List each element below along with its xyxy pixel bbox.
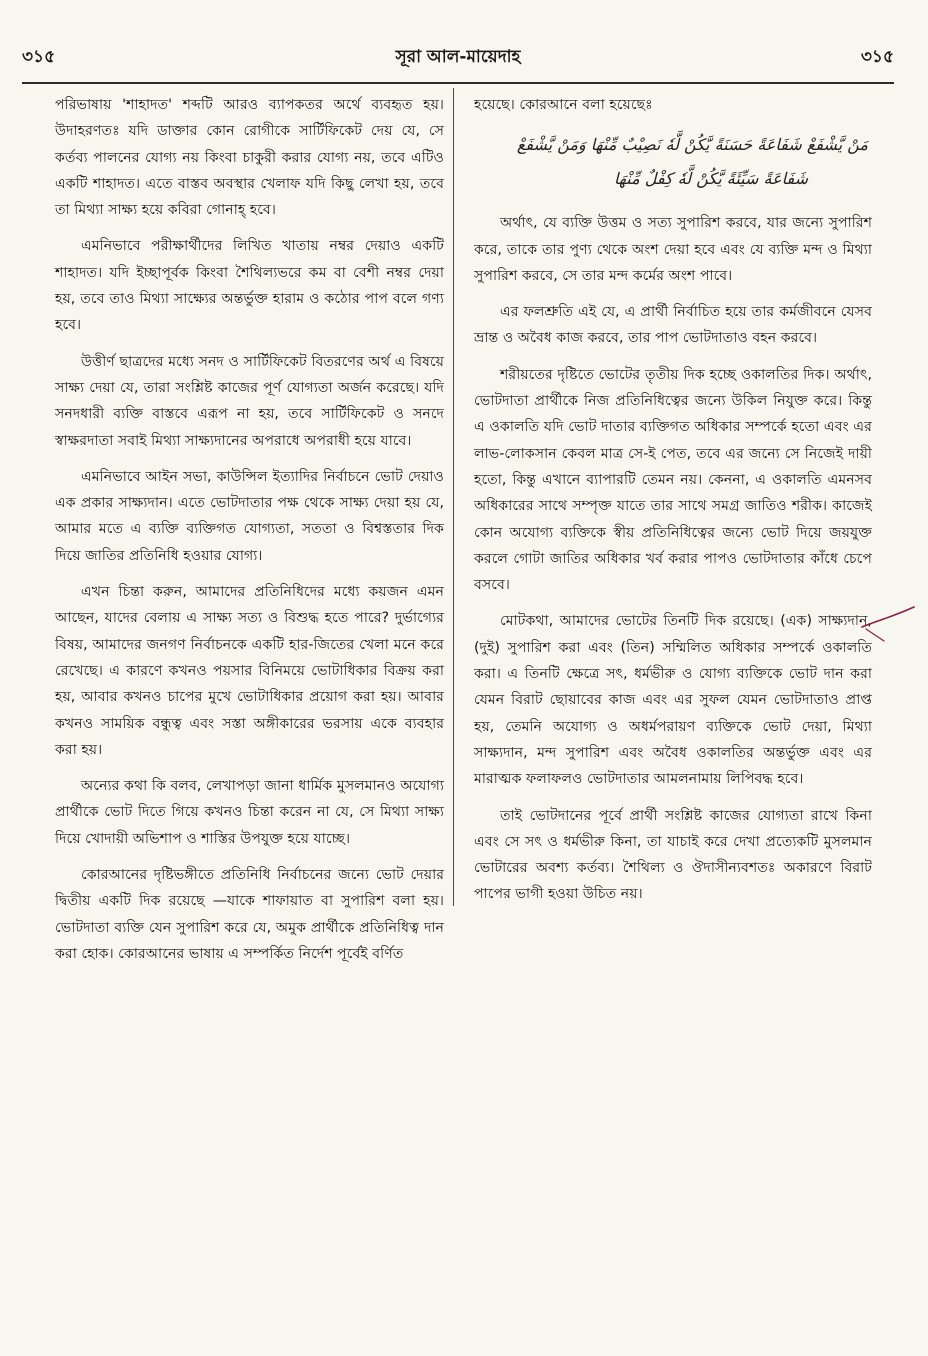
header-rule xyxy=(22,82,894,84)
paragraph: শরীয়তের দৃষ্টিতে ভোটের তৃতীয় দিক হচ্ছে ওকালতির দিক। অর্থাৎ, ভোটদাতা প্রার্থীকে নিজ প্রতিনিধিত্বের জন্যে উকিল নিযুক্ত করে। কিন্তু এ ওকালতি যদি ভোট দাতার ব্যক্তিগত অধিকার সম্পর্কে হতো এবং এর লাভ-লোকসান কেবল মাত্র সে-ই পেত, তবে এর জন্যে সে নিজেই দায়ী হতো, কিন্তু এখানে ব্যাপারটি তেমন নয়। কেননা, এ ওকালতি এমনসব অধিকারের সাথে সম্পৃক্ত যাতে তার সাথে সমগ্র জাতিও শরীক। কাজেই কোন অযোগ্য ব্যক্তিকে স্বীয় প্রতিনিধিত্বের জন্যে ভোট দিয়ে জয়যুক্ত করলে গোটা জাতির অধিকার খর্ব করার পাপও ভোটদাতার কাঁধে চেপে বসবে। xyxy=(474,366,872,594)
column-divider xyxy=(453,88,454,906)
pen-mark xyxy=(858,603,918,643)
paragraph: তাই ভোটদানের পূর্বে প্রার্থী সংশ্লিষ্ট কাজের যোগ্যতা রাখে কিনা এবং সে সৎ ও ধর্মভীরু কিনা, তা যাচাই করে দেখা প্রত্যেকটি মুসলমান ভোটারের অবশ্য কর্তব্য। শৈথিল্য ও ঔদাসীন্যবশতঃ অকারণে বিরাট পাপের ভাগী হওয়া উচিত নয়। xyxy=(474,807,872,903)
right-column xyxy=(474,92,872,918)
paragraph: এখন চিন্তা করুন, আমাদের প্রতিনিধিদের মধ্যে কয়জন এমন আছেন, যাদের বেলায় এ সাক্ষ্য সত্য ও বিশুদ্ধ হতে পারে? দুর্ভাগ্যের বিষয়, আমাদের জনগণ নির্বাচনকে একটি হার-জিতের খেলা মনে করে রেখেছে। এ কারণে কখনও পয়সার বিনিময়ে ভোটাধিকার বিক্রয় করা হয়, আবার কখনও চাপের মুখে ভোটাধিকার প্রয়োগ করা হয়। আবার কখনও সাময়িক বন্ধুত্ব এবং সস্তা অঙ্গীকারের ভরসায় একে ব্যবহার করা হয়। xyxy=(55,584,444,758)
paragraph: এমনিভাবে পরীক্ষার্থীদের লিখিত খাতায় নম্বর দেয়াও একটি শাহাদত। যদি ইচ্ছাপূর্বক কিংবা শৈথিল্যভরে কম বা বেশী নম্বর দেয়া হয়, তবে তাও মিথ্যা সাক্ষ্যের অন্তর্ভুক্ত হারাম ও কঠোর পাপ বলে গণ্য হবে। xyxy=(55,238,444,334)
verse-line: مَنْ يَّشْفَعْ شَفَاعَةً حَسَنَةً يَّكُنْ لَّهٗ نَصِيْبٌ مِّنْهَا وَمَنْ يَّشْفَعْ xyxy=(516,135,868,155)
paragraph: মোটকথা, আমাদের ভোটের তিনটি দিক রয়েছে। (এক) সাক্ষ্যদান, (দুই) সুপারিশ করা এবং (তিন) সম্মিলিত অধিকার সম্পর্কে ওকালতি করা। এ তিনটি ক্ষেত্রে সৎ, ধর্মভীরু ও যোগ্য ব্যক্তিকে ভোট দান করা যেমন বিরাট ছোয়াবের কাজ এবং এর সুফল যেমন ভোটদাতাও প্রাপ্ত হয়, তেমনি অযোগ্য ও অধর্মপরায়ণ ব্যক্তিকে ভোট দেয়া, মিথ্যা সাক্ষ্যদান, মন্দ সুপারিশ এবং অবৈধ ওকালতির অন্তর্ভুক্ত এবং এর মারাত্মক ফলাফলও ভোটদাতার আমলনামায় লিপিবদ্ধ হবে। xyxy=(474,613,872,788)
paragraph: কোরআনের দৃষ্টিভঙ্গীতে প্রতিনিধি নির্বাচনের জন্যে ভোট দেয়ার দ্বিতীয় একটি দিক রয়েছে —যাকে শাফায়াত বা সুপারিশ বলা হয়। ভোটদাতা ব্যক্তি যেন সুপারিশ করে যে, অমুক প্রার্থীকে প্রতিনিধিত্ব দান করা হোক। কোরআনের ভাষায় এ সম্পর্কিত নির্দেশ পূর্বেই বর্ণিত xyxy=(55,867,444,962)
paragraph: হয়েছে। কোরআনে বলা হয়েছেঃ xyxy=(474,97,653,113)
paragraph: এমনিভাবে আইন সভা, কাউন্সিল ইত্যাদির নির্বাচনে ভোট দেয়াও এক প্রকার সাক্ষ্যদান। এতে ভোটদাতার পক্ষ থেকে সাক্ষ্য দেয়া হয় যে, আমার মতে এ ব্যক্তি ব্যক্তিগত যোগ্যতা, সততা ও বিশ্বস্ততার দিক দিয়ে জাতির প্রতিনিধি হওয়ার যোগ্য। xyxy=(55,468,444,564)
page-header xyxy=(22,40,894,76)
paragraph: অর্থাৎ, যে ব্যক্তি উত্তম ও সত্য সুপারিশ করবে, যার জন্যে সুপারিশ করে, তাকে তার পুণ্য থেকে অংশ দেয়া হবে এবং যে ব্যক্তি মন্দ ও মিথ্যা সুপারিশ করবে, সে তার মন্দ কর্মের অংশ পাবে। xyxy=(474,215,872,284)
paragraph: উত্তীর্ণ ছাত্রদের মধ্যে সনদ ও সার্টিফিকেট বিতরণের অর্থ এ বিষয়ে সাক্ষ্য দেয়া যে, তারা সংশ্লিষ্ট কাজের পূর্ণ যোগ্যতা অর্জন করেছে। যদি সনদধারী ব্যক্তি বাস্তবে এরূপ না হয়, তবে সার্টিফিকেট ও সনদে স্বাক্ষরদাতা সবাই মিথ্যা সাক্ষ্যদানের অপরাধে অপরাধী হয়ে যাবে। xyxy=(55,353,444,449)
verse-line: شَفَاعَةً سَيِّئَةً يَّكُنْ لَّهٗ كِفْلٌ مِّنْهَا xyxy=(614,169,808,189)
paragraph: অন্যের কথা কি বলব, লেখাপড়া জানা ধার্মিক মুসলমানও অযোগ্য প্রার্থীকে ভোট দিতে গিয়ে কখনও চিন্তা করেন না যে, সে মিথ্যা সাক্ষ্য দিয়ে খোদায়ী অভিশাপ ও শাস্তির উপযুক্ত হয়ে যাচ্ছে। xyxy=(55,778,444,847)
left-page-number: ৩১৫ xyxy=(22,47,56,67)
right-page-number: ৩১৫ xyxy=(860,47,894,67)
paragraph: এর ফলশ্রুতি এই যে, এ প্রার্থী নির্বাচিত হয়ে তার কর্মজীবনে যেসব ভ্রান্ত ও অবৈধ কাজ করবে, তার পাপ ভোটদাতাও বহন করবে। xyxy=(474,304,872,347)
surah-title: সূরা আল-মায়েদাহ xyxy=(395,47,521,67)
quran-verse xyxy=(474,128,868,196)
paragraph: পরিভাষায় 'শাহাদত' শব্দটি আরও ব্যাপকতর অর্থে ব্যবহৃত হয়। উদাহরণতঃ যদি ডাক্তার কোন রোগীকে সার্টিফিকেট দেয় যে, সে কর্তব্য পালনের যোগ্য নয় কিংবা চাকুরী করার যোগ্য নয়, তবে এটিও একটি শাহাদত। এতে বাস্তব অবস্থার খেলাফ যদি কিছু লেখা হয়, তবে তা মিথ্যা সাক্ষ্য হয়ে কবিরা গোনাহ্ হবে। xyxy=(55,97,444,219)
left-column xyxy=(55,92,444,977)
